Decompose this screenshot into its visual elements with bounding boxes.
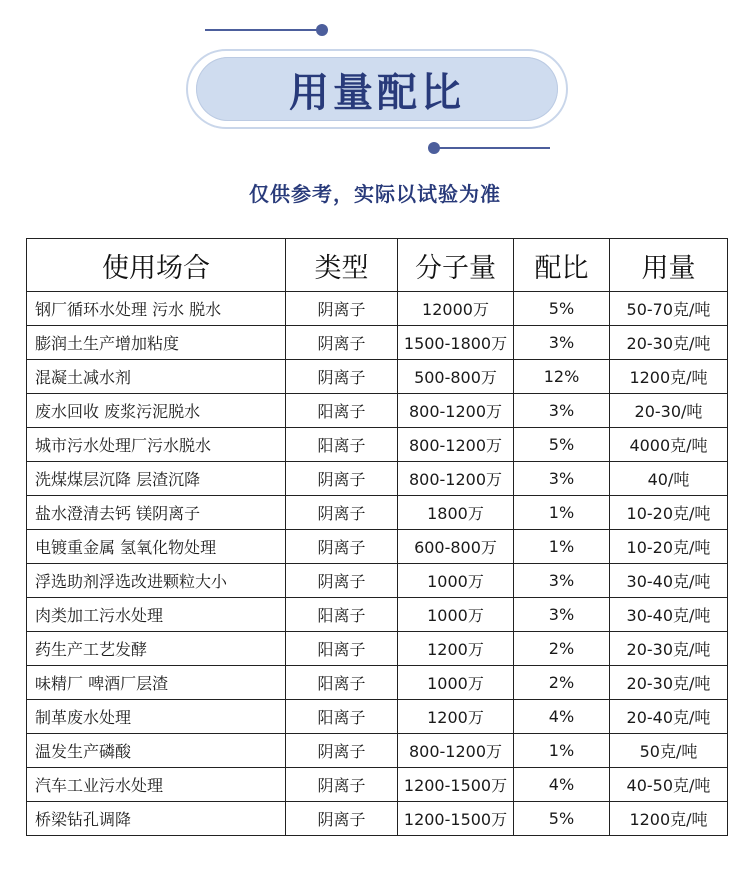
cell-molecular-weight: 1000万: [398, 666, 514, 700]
cell-molecular-weight: 1200万: [398, 632, 514, 666]
cell-dosage: 20-40克/吨: [610, 700, 728, 734]
cell-ratio: 5%: [514, 428, 610, 462]
cell-usage: 膨润土生产增加粘度: [27, 326, 286, 360]
cell-type: 阳离子: [286, 700, 398, 734]
cell-usage: 温发生产磷酸: [27, 734, 286, 768]
cell-ratio: 3%: [514, 598, 610, 632]
cell-usage: 药生产工艺发酵: [27, 632, 286, 666]
cell-usage: 汽车工业污水处理: [27, 768, 286, 802]
cell-dosage: 40/吨: [610, 462, 728, 496]
cell-dosage: 20-30克/吨: [610, 326, 728, 360]
cell-dosage: 4000克/吨: [610, 428, 728, 462]
cell-type: 阴离子: [286, 292, 398, 326]
cell-molecular-weight: 800-1200万: [398, 394, 514, 428]
cell-type: 阴离子: [286, 768, 398, 802]
cell-type: 阴离子: [286, 802, 398, 836]
cell-usage: 混凝土减水剂: [27, 360, 286, 394]
column-header-type: 类型: [286, 239, 398, 292]
cell-molecular-weight: 1000万: [398, 564, 514, 598]
cell-usage: 盐水澄清去钙 镁阴离子: [27, 496, 286, 530]
cell-ratio: 3%: [514, 326, 610, 360]
cell-dosage: 1200克/吨: [610, 802, 728, 836]
cell-ratio: 1%: [514, 496, 610, 530]
table-row: [27, 394, 728, 428]
column-header-ratio: 配比: [514, 239, 610, 292]
table-row: [27, 802, 728, 836]
table-header-row: [27, 239, 728, 292]
cell-dosage: 50-70克/吨: [610, 292, 728, 326]
cell-usage: 废水回收 废浆污泥脱水: [27, 394, 286, 428]
cell-molecular-weight: 500-800万: [398, 360, 514, 394]
cell-type: 阳离子: [286, 394, 398, 428]
cell-molecular-weight: 600-800万: [398, 530, 514, 564]
cell-molecular-weight: 800-1200万: [398, 734, 514, 768]
cell-type: 阳离子: [286, 666, 398, 700]
decorative-dot-top: [316, 24, 328, 36]
table-row: [27, 496, 728, 530]
cell-dosage: 20-30/吨: [610, 394, 728, 428]
page-title: 用量配比: [289, 69, 465, 116]
cell-type: 阴离子: [286, 734, 398, 768]
cell-ratio: 3%: [514, 394, 610, 428]
cell-type: 阴离子: [286, 326, 398, 360]
usage-ratio-table: [26, 238, 728, 836]
column-header-molecular-weight: 分子量: [398, 239, 514, 292]
cell-usage: 桥梁钻孔调降: [27, 802, 286, 836]
cell-type: 阳离子: [286, 632, 398, 666]
cell-molecular-weight: 1200-1500万: [398, 768, 514, 802]
table-row: [27, 666, 728, 700]
cell-dosage: 20-30克/吨: [610, 632, 728, 666]
cell-usage: 肉类加工污水处理: [27, 598, 286, 632]
table-row: [27, 564, 728, 598]
cell-dosage: 30-40克/吨: [610, 564, 728, 598]
cell-ratio: 2%: [514, 666, 610, 700]
cell-type: 阴离子: [286, 360, 398, 394]
cell-molecular-weight: 1800万: [398, 496, 514, 530]
cell-type: 阴离子: [286, 462, 398, 496]
table-row: [27, 768, 728, 802]
cell-type: 阴离子: [286, 530, 398, 564]
cell-ratio: 1%: [514, 734, 610, 768]
cell-dosage: 50克/吨: [610, 734, 728, 768]
title-pill: [196, 57, 558, 121]
cell-ratio: 4%: [514, 700, 610, 734]
decorative-line-bottom: [438, 147, 550, 149]
cell-ratio: 3%: [514, 462, 610, 496]
cell-molecular-weight: 12000万: [398, 292, 514, 326]
cell-ratio: 12%: [514, 360, 610, 394]
cell-molecular-weight: 800-1200万: [398, 462, 514, 496]
cell-usage: 电镀重金属 氢氧化物处理: [27, 530, 286, 564]
cell-usage: 制革废水处理: [27, 700, 286, 734]
cell-type: 阴离子: [286, 496, 398, 530]
decorative-line-top: [205, 29, 319, 31]
page-subtitle: 仅供参考，实际以试验为准: [249, 182, 501, 206]
cell-ratio: 3%: [514, 564, 610, 598]
cell-molecular-weight: 800-1200万: [398, 428, 514, 462]
cell-usage: 洗煤煤层沉降 层渣沉降: [27, 462, 286, 496]
cell-type: 阳离子: [286, 428, 398, 462]
cell-molecular-weight: 1200万: [398, 700, 514, 734]
cell-usage: 味精厂 啤酒厂层渣: [27, 666, 286, 700]
cell-molecular-weight: 1200-1500万: [398, 802, 514, 836]
table-row: [27, 360, 728, 394]
table-row: [27, 326, 728, 360]
cell-dosage: 40-50克/吨: [610, 768, 728, 802]
cell-dosage: 10-20克/吨: [610, 530, 728, 564]
table-row: [27, 598, 728, 632]
cell-ratio: 5%: [514, 802, 610, 836]
cell-ratio: 5%: [514, 292, 610, 326]
cell-molecular-weight: 1500-1800万: [398, 326, 514, 360]
column-header-usage: 使用场合: [27, 239, 286, 292]
cell-dosage: 30-40克/吨: [610, 598, 728, 632]
cell-ratio: 2%: [514, 632, 610, 666]
cell-type: 阳离子: [286, 598, 398, 632]
cell-usage: 钢厂循环水处理 污水 脱水: [27, 292, 286, 326]
table-row: [27, 700, 728, 734]
cell-usage: 浮选助剂浮选改进颗粒大小: [27, 564, 286, 598]
table-row: [27, 530, 728, 564]
cell-dosage: 10-20克/吨: [610, 496, 728, 530]
cell-molecular-weight: 1000万: [398, 598, 514, 632]
cell-dosage: 1200克/吨: [610, 360, 728, 394]
cell-type: 阴离子: [286, 564, 398, 598]
table-row: [27, 632, 728, 666]
column-header-dosage: 用量: [610, 239, 728, 292]
cell-ratio: 1%: [514, 530, 610, 564]
cell-dosage: 20-30克/吨: [610, 666, 728, 700]
table-row: [27, 428, 728, 462]
cell-usage: 城市污水处理厂污水脱水: [27, 428, 286, 462]
cell-ratio: 4%: [514, 768, 610, 802]
table-row: [27, 734, 728, 768]
table-row: [27, 462, 728, 496]
table-row: [27, 292, 728, 326]
